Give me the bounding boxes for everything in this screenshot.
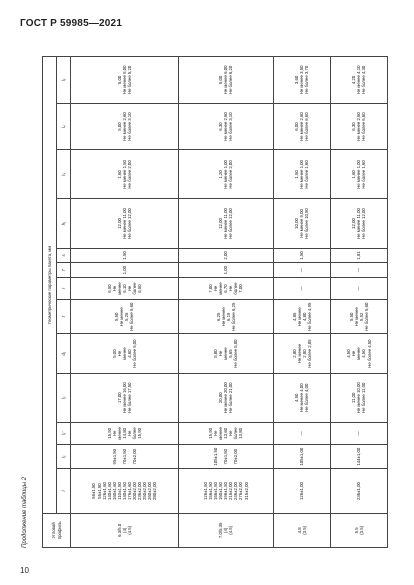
cell-line: Не <box>126 430 132 437</box>
cell-line: 70±2,00 <box>131 448 137 465</box>
cell-line: — <box>356 286 362 291</box>
cell-line: Не более 2,85 <box>306 339 312 368</box>
cell-s <box>273 248 330 263</box>
cell-line: Не более 6,60 <box>304 112 310 141</box>
cell-line: более <box>131 427 137 440</box>
standard-header: ГОСТ Р 59985—2021 <box>20 18 123 29</box>
cell-line: 12,00 <box>218 218 224 229</box>
cell-line: Не более 6,20 <box>228 65 234 95</box>
cell-line: 6,25 <box>215 312 221 321</box>
cell-l4 <box>273 103 330 150</box>
cell-l1-prime <box>330 422 387 444</box>
cell-line: Не <box>111 285 117 292</box>
page-number: 10 <box>20 566 29 575</box>
cell-line: более <box>233 282 239 295</box>
cell-line: Не более 1,60 <box>361 160 367 189</box>
cell-line: 1,00 <box>121 265 127 275</box>
cell-line: Не более 10,50 <box>304 208 310 239</box>
cell-line: — <box>299 268 305 273</box>
cell-line: 15,90 <box>208 427 214 439</box>
cell-line: 160±1,60 <box>111 482 117 500</box>
cell-r <box>71 278 179 300</box>
cell-line: 5,00 <box>116 75 122 85</box>
cell-line: (4.5) <box>126 525 132 535</box>
cell-line: 70±1,50 <box>223 448 229 465</box>
cell-l1-prime <box>71 422 179 444</box>
cell-line: 12,00 <box>116 218 122 229</box>
cell-line: Не <box>111 430 117 437</box>
cell-line: менее <box>121 347 127 360</box>
cell-line: 6.3/5.0 <box>116 523 122 537</box>
cell-line: 4,60 <box>126 349 132 358</box>
cell-r-prime <box>178 263 273 278</box>
cell-d1 <box>330 334 387 373</box>
cell-line: Не менее 1,50 <box>121 160 127 189</box>
cell-line: 140±1,50 <box>121 482 127 500</box>
cell-line: Не более 21,00 <box>228 382 234 414</box>
cell-l <box>178 469 273 513</box>
cell-l5 <box>273 57 330 104</box>
cell-r <box>330 278 387 300</box>
cell-line: Не <box>126 285 132 292</box>
cell-line: 280±2,00 <box>152 482 158 500</box>
cell-r-prime <box>330 263 387 278</box>
cell-l4 <box>71 103 179 150</box>
cell-line: 5,00 <box>116 122 122 131</box>
cell-profile <box>330 513 387 547</box>
cell-line: Не более 4,00 <box>304 383 310 412</box>
cell-line: 176±1,60 <box>126 482 132 500</box>
cell-l1-prime <box>273 422 330 444</box>
cell-line: Не более 5,60 <box>129 302 135 331</box>
cell-line: Не менее 2,60 <box>121 112 127 141</box>
cell-l1 <box>273 444 330 469</box>
cell-line: 1,50 <box>121 251 127 260</box>
cell-line: менее <box>223 347 229 360</box>
header-s: s <box>57 248 71 263</box>
cell-line: Не менее <box>220 307 226 327</box>
cell-line: 4,85 <box>291 312 297 321</box>
table-row <box>71 57 179 548</box>
cell-line: 5,65 <box>228 349 234 358</box>
cell-line: 5.5 <box>353 527 359 534</box>
header-l1: l₁ <box>57 444 71 469</box>
cell-line: Не менее 6,00 <box>223 65 229 95</box>
cell-profile <box>178 513 273 547</box>
cell-line: 15,90 <box>137 427 143 439</box>
cell-line: 196±1,50 <box>223 482 229 500</box>
cell-line: 110±1,50 <box>116 482 122 500</box>
cell-t <box>71 300 179 334</box>
cell-line: 1,00 <box>223 265 229 275</box>
cell-line: Не более 2,00 <box>228 160 234 189</box>
cell-r <box>178 278 273 300</box>
cell-line: 250±2,00 <box>142 482 148 500</box>
cell-line: Не менее 2,60 <box>356 112 362 141</box>
cell-line: 6,50 <box>137 284 143 293</box>
cell-line: Не менее 3,50 <box>299 65 305 95</box>
cell-line: Не более 3,10 <box>126 112 132 141</box>
cell-h1 <box>71 199 179 248</box>
cell-line: 1,60 <box>116 170 122 179</box>
cell-line: менее <box>218 427 224 440</box>
cell-line: (3.5) <box>301 525 307 535</box>
cell-line: 105±1,50 <box>213 447 219 466</box>
cell-line: Не более 12,00 <box>361 208 367 239</box>
cell-line: 4,80 <box>301 312 307 321</box>
header-l4: l₄ <box>57 103 71 150</box>
cell-line: 7.0/5.35 <box>218 522 224 539</box>
cell-line: Не менее 5,00 <box>121 65 127 95</box>
cell-r-prime <box>71 263 179 278</box>
cell-l5 <box>71 57 179 104</box>
cell-l5 <box>178 57 273 104</box>
cell-line: 6,19 <box>225 312 231 321</box>
cell-d1 <box>273 334 330 373</box>
cell-line: 2,00 <box>223 251 229 260</box>
cell-line: 1,60 <box>351 170 357 179</box>
cell-line: 14,80 <box>121 427 127 439</box>
header-l2: l₂ <box>57 373 71 422</box>
cell-line: Не более 12,00 <box>126 208 132 239</box>
cell-h1 <box>178 199 273 248</box>
cell-line: 260±2,00 <box>147 482 153 500</box>
cell-line: Не менее 2,60 <box>299 112 305 141</box>
cell-line: 4,50 <box>294 393 300 402</box>
cell-line: 6,10 <box>121 284 127 293</box>
cell-line: 160±1,50 <box>218 482 224 500</box>
cell-line: Не более 1,60 <box>304 160 310 189</box>
cell-line: Не более 12,00 <box>228 208 234 239</box>
cell-line: Не более 2,00 <box>126 160 132 189</box>
cell-t <box>273 300 330 334</box>
cell-l4 <box>330 103 387 150</box>
cell-line: 12,00 <box>351 218 357 229</box>
cell-line: 7,00 <box>208 284 214 293</box>
cell-l <box>71 469 179 513</box>
cell-line: 236±2,00 <box>137 482 143 500</box>
cell-line: Не <box>213 285 219 292</box>
cell-line: 105±1,00 <box>299 447 305 466</box>
header-group: Геометрические параметры пакета, мм <box>43 57 57 514</box>
cell-line: Не менее 4,00 <box>299 383 305 413</box>
cell-line: 5,00 <box>111 349 117 358</box>
cell-line: Не более 4,30 <box>361 65 367 95</box>
cell-line: 156±1,50 <box>208 482 214 500</box>
cell-l1 <box>330 444 387 469</box>
cell-r <box>273 278 330 300</box>
cell-line: (3.5) <box>358 525 364 535</box>
cell-line: 246±2,00 <box>233 482 239 500</box>
cell-l3 <box>178 150 273 199</box>
cell-r-prime <box>273 263 330 278</box>
cell-line: Не менее <box>119 307 125 327</box>
cell-l1-prime <box>178 422 273 444</box>
cell-line: 95±1,50 <box>111 448 117 465</box>
cell-s <box>330 248 387 263</box>
cell-line: 56±1,50 <box>91 483 97 499</box>
cell-line: Не менее 1,00 <box>356 160 362 189</box>
cell-line: — <box>299 286 305 291</box>
cell-s <box>71 248 179 263</box>
cell-line: (4.5) <box>228 525 234 535</box>
cell-line: Не более 5,60 <box>364 302 370 331</box>
cell-line: Не более 6,25 <box>230 302 236 331</box>
cell-line: Не более 3,70 <box>304 65 310 95</box>
table-row <box>178 57 273 548</box>
cell-line: 126±1,60 <box>101 482 107 500</box>
cell-s <box>178 248 273 263</box>
cell-l3 <box>330 150 387 199</box>
cell-line: Не менее 1,00 <box>299 160 305 189</box>
cell-line: Не менее 4,10 <box>356 65 362 95</box>
cell-line: Не менее <box>296 307 302 327</box>
cell-l4 <box>178 103 273 150</box>
cell-line: 126±1,50 <box>203 482 209 500</box>
table-caption: Продолжение таблицы 2 <box>22 476 28 548</box>
header-r-prime: r' <box>57 263 71 278</box>
cell-line: 6,30 <box>351 122 357 131</box>
cell-line: 6,00 <box>294 122 300 131</box>
cell-line: Не менее 11,00 <box>121 208 127 239</box>
cell-line: 144±1,00 <box>356 447 362 466</box>
cell-line: Не менее 11,00 <box>223 208 229 239</box>
cell-line: Не более 4,50 <box>366 339 372 368</box>
header-h1: h₁ <box>57 199 71 248</box>
cell-line: Не <box>116 350 122 357</box>
cell-d1 <box>71 334 179 373</box>
cell-line: 126±1,00 <box>299 482 305 500</box>
cell-line: — <box>356 431 362 436</box>
cell-line: (4) <box>121 527 127 533</box>
cell-line: 2,80 <box>301 349 307 358</box>
header-l5: l₅ <box>57 57 71 104</box>
cell-h1 <box>273 199 330 248</box>
table-body <box>71 57 388 548</box>
cell-line: 15,90 <box>106 427 112 439</box>
cell-line: 276±2,00 <box>238 482 244 500</box>
rotated-table-container <box>42 56 388 548</box>
cell-line: 5,50 <box>114 312 120 321</box>
column-header-row <box>57 57 71 548</box>
cell-line: — <box>356 268 362 273</box>
cell-line: Не <box>228 285 234 292</box>
header-l: l <box>57 469 71 513</box>
cell-line: — <box>299 431 305 436</box>
table-row <box>273 57 330 548</box>
cell-line: 4,50 <box>361 349 367 358</box>
cell-l2 <box>71 373 179 422</box>
cell-l3 <box>273 150 330 199</box>
cell-line: 6,70 <box>223 284 229 293</box>
cell-line: 5,80 <box>213 349 219 358</box>
cell-line: Не более 11,00 <box>361 382 367 413</box>
cell-line: Не менее 1,00 <box>223 160 229 189</box>
cell-line: 70±2,00 <box>233 448 239 465</box>
cell-t <box>178 300 273 334</box>
header-r: r <box>57 278 71 300</box>
cell-line: Не менее <box>296 344 302 364</box>
cell-line: Не менее 2,60 <box>223 112 229 141</box>
cell-line: 17,00 <box>116 392 122 404</box>
header-d1: d₁ <box>57 334 71 373</box>
cell-line: 5,00 <box>218 75 224 85</box>
cell-line: 13,80 <box>238 427 244 439</box>
cell-line: Не <box>218 350 224 357</box>
cell-l1 <box>178 444 273 469</box>
cell-line: 11,00 <box>351 392 357 403</box>
cell-line: 1,50 <box>294 170 300 179</box>
cell-t <box>330 300 387 334</box>
cell-line: менее <box>116 427 122 440</box>
cell-line: менее <box>218 282 224 295</box>
cell-line: 3,60 <box>294 75 300 85</box>
cell-profile <box>273 513 330 547</box>
cell-line: 1,20 <box>218 170 224 179</box>
cell-l2 <box>273 373 330 422</box>
header-l3: l₃ <box>57 150 71 199</box>
header-t: t <box>57 300 71 334</box>
cell-line: 4,20 <box>351 75 357 85</box>
cell-line: Не <box>213 430 219 437</box>
cell-line: 5,26 <box>124 312 130 321</box>
cell-line: 1,81 <box>356 251 362 260</box>
cell-line: более <box>233 427 239 440</box>
cell-line: Не менее 9,00 <box>299 209 305 238</box>
cell-l2 <box>330 373 387 422</box>
cell-line: Не менее <box>353 307 359 327</box>
cell-line: Не <box>351 350 357 357</box>
cell-line: более <box>131 282 137 295</box>
cell-l5 <box>330 57 387 104</box>
cell-line: Не менее 11,00 <box>356 208 362 239</box>
cell-line: 315±2,00 <box>243 482 249 500</box>
cell-line: 4,50 <box>346 349 352 358</box>
cell-line: (4) <box>223 527 229 533</box>
cell-line: Не менее 20,00 <box>223 382 229 414</box>
parameters-table <box>42 56 388 548</box>
cell-line: 4.8 <box>296 527 302 534</box>
cell-line: 166±1,50 <box>213 482 219 500</box>
header-l1-prime: l₁' <box>57 422 71 444</box>
cell-line: 70±1,50 <box>121 448 127 465</box>
cell-line: 5,50 <box>348 312 354 321</box>
cell-l <box>273 469 330 513</box>
cell-line: 6,50 <box>106 284 112 293</box>
header-profile: Угловой профиль <box>43 513 71 547</box>
cell-d1 <box>178 334 273 373</box>
cell-line: 20,00 <box>218 392 224 404</box>
cell-line: Не более 4,95 <box>306 302 312 331</box>
cell-line: 2,80 <box>291 349 297 358</box>
cell-line: 13,60 <box>223 427 229 439</box>
cell-line: 7,00 <box>238 284 244 293</box>
cell-l2 <box>178 373 273 422</box>
table-row <box>330 57 387 548</box>
cell-line: Не <box>228 430 234 437</box>
cell-line: 10,00 <box>294 218 300 229</box>
cell-line: менее <box>116 282 122 295</box>
cell-profile <box>71 513 179 547</box>
cell-line: 140±1,60 <box>106 482 112 500</box>
cell-line: 1,50 <box>299 251 305 260</box>
cell-l3 <box>71 150 179 199</box>
cell-line: Не более 5,20 <box>126 65 132 95</box>
cell-line: 56±1,50 <box>96 483 102 499</box>
cell-line: менее <box>356 347 362 360</box>
cell-line: 216±2,00 <box>228 482 234 500</box>
cell-line: 236±1,00 <box>356 482 362 500</box>
cell-line: 200±2,00 <box>131 482 137 500</box>
cell-l1 <box>71 444 179 469</box>
cell-line: Не менее 16,00 <box>121 382 127 414</box>
cell-l <box>330 469 387 513</box>
cell-line: Не более 6,60 <box>361 112 367 141</box>
cell-line: Не более 17,50 <box>126 382 132 414</box>
cell-line: 6,30 <box>218 122 224 131</box>
cell-line: 5,52 <box>358 312 364 321</box>
cell-line: Не менее 10,00 <box>356 382 362 414</box>
cell-h1 <box>330 199 387 248</box>
cell-line: Не более 5,00 <box>131 339 137 368</box>
cell-line: Не более 3,10 <box>228 112 234 141</box>
cell-line: Не более 5,80 <box>233 339 239 368</box>
